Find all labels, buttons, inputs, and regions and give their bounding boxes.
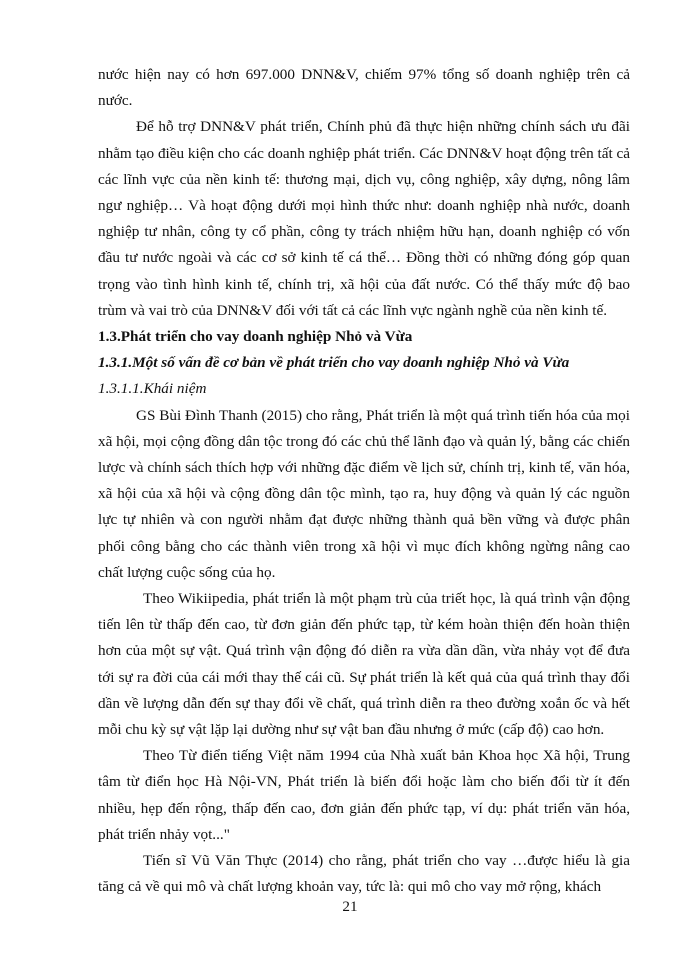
section-heading-1-3: 1.3.Phát triển cho vay doanh nghiệp Nhỏ và Vừa (98, 328, 413, 346)
subsubsection-heading-1-3-1-1: 1.3.1.1.Khái niệm (98, 380, 207, 398)
paragraph-wikipedia: Theo Wikiipedia, phát triển là một phạm trù của triết học, là quá trình vận động tiến lên từ thấp đến cao, từ đơn giản đến phức tạp, từ kém hoàn thiện đến hoàn thiện hơn của một sự vật. Quá trình vận động đó diễn ra vừa dần dần, vừa nhảy vọt để đưa tới sự ra đời của cái mới thay thế cái cũ. Sự phát triển là kết quả của quá trình thay đổi dần về lượng dẫn đến sự thay đổi về chất, quá trình diễn ra theo đường xoắn ốc và hết mỗi chu kỳ sự vật lặp lại dường như sự vật ban đầu nhưng ở mức (cấp độ) cao hơn. (98, 590, 630, 739)
subsection-heading-1-3-1: 1.3.1.Một số vấn đề cơ bản về phát triển cho vay doanh nghiệp Nhỏ và Vừa (98, 354, 570, 372)
paragraph-dictionary: Theo Từ điển tiếng Việt năm 1994 của Nhà xuất bản Khoa học Xã hội, Trung tâm từ điển học Hà Nội-VN, Phát triển là biến đổi hoặc làm cho biến đổi từ ít đến nhiều, hẹp đến rộng, thấp đến cao, đơn giản đến phức tạp, ví dụ: phát triển văn hóa, phát triển nhảy vọt..." (98, 747, 630, 843)
paragraph-vu-van-thuc: Tiến sĩ Vũ Văn Thực (2014) cho rằng, phát triển cho vay …được hiểu là gia tăng cả về qui mô và chất lượng khoản vay, tức là: qui mô cho vay mở rộng, khách (98, 852, 630, 896)
document-body (98, 62, 630, 901)
page-number: 21 (342, 898, 358, 915)
paragraph-bui-dinh-thanh: GS Bùi Đình Thanh (2015) cho rằng, Phát triển là một quá trình tiến hóa của mọi xã hội, mọi cộng đồng dân tộc trong đó các chủ thể lãnh đạo và quản lý, bằng các chiến lược và chính sách thích hợp với những đặc điểm về lịch sử, chính trị, kinh tế, văn hóa, xã hội của xã hội và cộng đồng dân tộc mình, tạo ra, huy động và quản lý các nguồn lực tự nhiên và con người nhằm đạt được những thành quả bền vững và được phân phối công bằng cho các thành viên trong xã hội vì mục đích không ngừng nâng cao chất lượng cuộc sống của họ. (98, 406, 630, 581)
paragraph-continued: nước hiện nay có hơn 697.000 DNN&V, chiếm 97% tổng số doanh nghiệp trên cả nước. (98, 66, 630, 110)
paragraph-dnnv-support: Để hỗ trợ DNN&V phát triển, Chính phủ đã thực hiện những chính sách ưu đãi nhằm tạo điều kiện cho các doanh nghiệp phát triển. Các DNN&V hoạt động trên tất cả các lĩnh vực của nền kinh tế: thương mại, dịch vụ, công nghiệp, xây dựng, nông lâm ngư nghiệp… Và hoạt động dưới mọi hình thức như: doanh nghiệp nhà nước, doanh nghiệp tư nhân, công ty cổ phần, công ty trách nhiệm hữu hạn, doanh nghiệp có vốn đầu tư nước ngoài và các cơ sở kinh tế cá thể… Đồng thời có những đóng góp quan trọng vào tình hình kinh tế, chính trị, xã hội của đất nước. Có thể thấy mức độ bao trùm và vai trò của DNN&V đối với tất cả các lĩnh vực ngành nghề của nền kinh tế. (98, 118, 630, 319)
